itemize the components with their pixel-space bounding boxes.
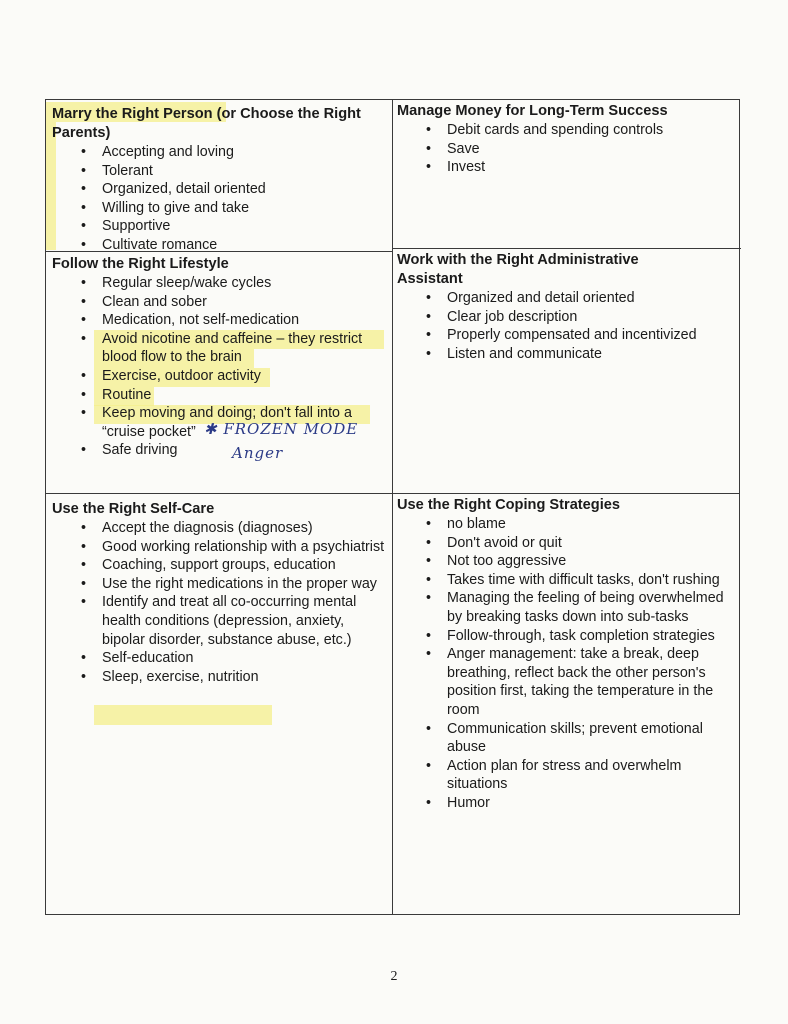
bullet-list — [52, 519, 386, 686]
list-item: • Use the right medications in the proper way — [52, 575, 386, 594]
list-item: • Clear job description — [397, 308, 735, 327]
cell-title: Manage Money for Long-Term Success — [397, 103, 668, 119]
list-item: • Coaching, support groups, education — [52, 556, 386, 575]
bullet-list — [397, 121, 735, 177]
list-item: • Not too aggressive — [397, 552, 735, 571]
list-item: • Willing to give and take — [52, 199, 386, 218]
list-item: • Medication, not self-medication — [52, 311, 386, 330]
list-item: • Invest — [397, 158, 735, 177]
page-number: 2 — [390, 969, 398, 984]
list-item: • Action plan for stress and overwhelm situations — [397, 757, 735, 794]
cell-title: Use the Right Self-Care — [52, 501, 215, 517]
cell-marry-right-person — [46, 100, 392, 251]
cell-right-self-care — [46, 495, 392, 915]
bullet-list — [397, 289, 735, 363]
list-item: • Sleep, exercise, nutrition — [52, 668, 386, 687]
content-table — [45, 99, 740, 915]
list-item: • Safe driving — [52, 441, 386, 460]
handwritten-note-anger: Anger — [232, 444, 284, 462]
cell-title: Marry the Right Person (or Choose the Right Parents) — [52, 106, 361, 141]
list-item: • Tolerant — [52, 162, 386, 181]
list-item: • Debit cards and spending controls — [397, 121, 735, 140]
list-item: • Exercise, outdoor activity — [52, 367, 386, 386]
list-item: • Clean and sober — [52, 293, 386, 312]
cell-coping-strategies — [393, 495, 741, 915]
list-item: • Accepting and loving — [52, 143, 386, 162]
list-item: • Listen and communicate — [397, 345, 735, 364]
list-item: • Communication skills; prevent emotional abuse — [397, 720, 735, 757]
list-item: • Cultivate romance — [52, 236, 386, 251]
bullet-list — [397, 515, 735, 813]
list-item: • Don't avoid or quit — [397, 534, 735, 553]
list-item: • Self-education — [52, 649, 386, 668]
list-item: • Identify and treat all co-occurring mental health conditions (depression, anxiety, bipolar disorder, substance abuse, etc.) — [52, 593, 386, 649]
cell-title: Follow the Right Lifestyle — [52, 256, 229, 272]
list-item: • Good working relationship with a psychiatrist — [52, 538, 386, 557]
list-item: • Accept the diagnosis (diagnoses) — [52, 519, 386, 538]
list-item: • Follow-through, task completion strategies — [397, 627, 735, 646]
list-item: • Routine — [52, 386, 386, 405]
list-item: • Save — [397, 140, 735, 159]
handwritten-note-frozen-mode: ✱ FROZEN MODE — [204, 420, 359, 438]
list-item: • Supportive — [52, 217, 386, 236]
bullet-list — [52, 143, 386, 251]
list-item: • Regular sleep/wake cycles — [52, 274, 386, 293]
cell-right-lifestyle — [46, 252, 392, 493]
cell-title: Use the Right Coping Strategies — [397, 497, 620, 513]
list-item: • Humor — [397, 794, 735, 813]
cell-administrative-assistant — [393, 249, 741, 493]
list-item: • Properly compensated and incentivized — [397, 326, 735, 345]
list-item: • no blame — [397, 515, 735, 534]
list-item: • Organized, detail oriented — [52, 180, 386, 199]
list-item: • Keep moving and doing; don't fall into a “cruise pocket” — [52, 404, 386, 441]
highlight — [94, 705, 272, 725]
cell-title: Work with the Right Administrative Assistant — [397, 252, 639, 287]
cell-manage-money — [393, 100, 741, 248]
list-item: • Organized and detail oriented — [397, 289, 735, 308]
list-item: • Anger management: take a break, deep breathing, reflect back the other person's position first, taking the temperature in the room — [397, 645, 735, 719]
list-item: • Avoid nicotine and caffeine – they restrict blood flow to the brain — [52, 330, 386, 367]
list-item: • Takes time with difficult tasks, don't rushing — [397, 571, 735, 590]
list-item: • Managing the feeling of being overwhelmed by breaking tasks down into sub-tasks — [397, 589, 735, 626]
